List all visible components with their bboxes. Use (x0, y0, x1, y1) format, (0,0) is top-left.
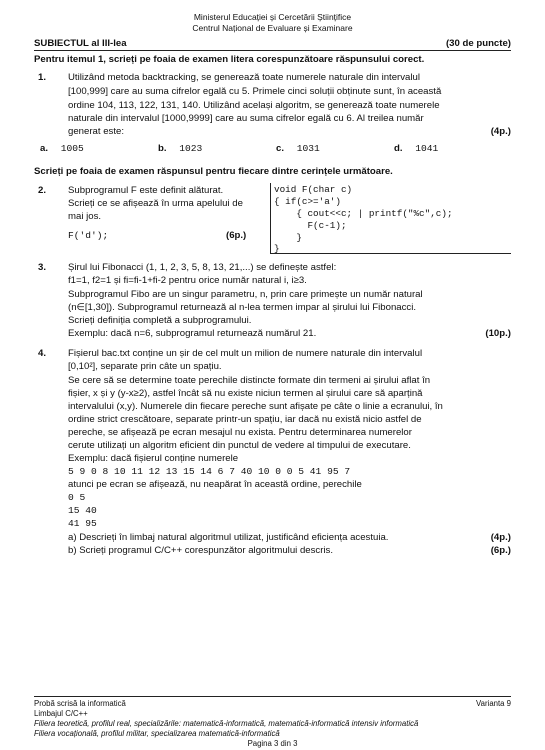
ministry-name: Ministerul Educației și Cercetării Științifice (193, 12, 352, 22)
q2-number: 2. (38, 185, 47, 196)
footer-variant: Varianta 9 (476, 699, 511, 708)
footer-language: Limbajul C/C++ (34, 709, 88, 718)
q4-pair-2: 15 40 (68, 505, 97, 516)
footer-divider (34, 696, 511, 697)
option-value: 1005 (60, 143, 84, 154)
q4-line-1: Fișierul bac.txt conține un șir de cel mult un milion de numere naturale din intervalul (68, 348, 423, 359)
option-letter: d. (394, 143, 403, 154)
q4-line-7: pereche, se afișează pe ecran mesajul nu exista. Pentru determinarea numerelor (68, 427, 412, 438)
q4-part-b: b) Scrieți programul C/C++ corespunzător algoritmului descris. (68, 545, 333, 556)
q4-line-3: Se cere să se determine toate perechile distincte formate din termeni ai șirului aflat în (68, 375, 431, 386)
q4-line-4: fișier, x și y (y-x≥2), astfel încât să nu existe niciun termen al șirului care să aparțină (68, 388, 423, 399)
q3-number: 3. (38, 262, 47, 273)
item-instruction: Scrieți pe foaia de examen răspunsul pentru fiecare dintre cerințele următoare. (34, 166, 393, 177)
q3-points: (10p.) (485, 328, 511, 339)
q1-line-5: generat este: (68, 126, 125, 137)
q1-line-2: [100,999] care au suma cifrelor egală cu 5. Primele cinci soluții obținute sunt, în această (68, 86, 442, 97)
option-value: 1023 (179, 143, 203, 154)
option-letter: a. (40, 143, 49, 154)
footer-page-number: Pagina 3 din 3 (247, 739, 298, 748)
q1-line-1: Utilizând metoda backtracking, se generează toate numerele naturale din intervalul (68, 72, 420, 83)
q4-line-6: ordine strict crescătoare, separate printr-un spațiu, iar dacă nu există nicio astfel de (68, 414, 422, 425)
q4-part-a-points: (4p.) (490, 532, 511, 543)
code-line-2: { if(c>='a') (274, 196, 341, 207)
option-value: 1041 (415, 143, 439, 154)
subject-points: (30 de puncte) (445, 38, 511, 49)
q1-option-a (40, 143, 84, 154)
q4-pair-3: 41 95 (68, 518, 97, 529)
q4-number: 4. (38, 348, 47, 359)
footer-profile-2: Filiera vocațională, profilul militar, specializarea matematică-informatică (34, 729, 280, 738)
q1-option-b (158, 143, 202, 154)
q4-line-8: cerute utilizați un algoritm eficient din punctul de vedere al timpului de executare. (68, 440, 411, 451)
q1-option-c (276, 143, 320, 154)
option-letter: c. (276, 143, 285, 154)
q4-part-a: a) Descrieți în limbaj natural algoritmul utilizat, justificând eficiența acestuia. (68, 532, 389, 543)
center-name: Centrul Național de Evaluare și Examinare (192, 23, 353, 33)
q3-line-2: f1=1, f2=1 și fi=fi-1+fi-2 pentru orice număr natural i, i≥3. (68, 275, 307, 286)
q2-line-2: Scrieți ce se afișează în urma apelului de (68, 198, 243, 209)
q4-sequence: 5 9 0 8 10 11 12 13 15 14 6 7 40 10 0 0 5 41 95 7 (68, 466, 351, 477)
option-value: 1031 (296, 143, 320, 154)
code-line-1: void F(char c) (274, 184, 353, 195)
option-letter: b. (158, 143, 167, 154)
item1-instruction: Pentru itemul 1, scrieți pe foaia de examen litera corespunzătoare răspunsului corect. (34, 54, 425, 65)
q3-line-3: Subprogramul Fibo are un singur parametru, n, prin care primește un număr natural (68, 289, 423, 300)
q4-line-2: [0,10²], separate prin câte un spațiu. (68, 361, 222, 372)
q1-line-3: ordine 104, 113, 122, 131, 140. Utilizând același algoritm, se generează toate numerele (68, 100, 440, 111)
q3-line-5: Scrieți definiția completă a subprogramului. (68, 315, 252, 326)
q1-line-4: naturale din intervalul [1000,9999] care au suma cifrelor egală cu 6. Al treilea număr (68, 113, 424, 124)
code-line-6: } (274, 243, 280, 254)
code-line-3: { cout<<c; | printf("%c",c); (274, 208, 453, 219)
q2-call: F('d'); (68, 230, 109, 241)
q1-points: (4p.) (490, 126, 511, 137)
q4-part-b-points: (6p.) (490, 545, 511, 556)
title-divider (34, 50, 511, 51)
footer-exam-name: Probă scrisă la informatică (34, 699, 126, 708)
q3-line-4: (n∈[1,30]). Subprogramul returnează al n-lea termen impar al șirului lui Fibonacci. (68, 302, 417, 313)
code-line-5: } (274, 232, 302, 243)
q2-points: (6p.) (226, 230, 247, 241)
q3-line-1: Șirul lui Fibonacci (1, 1, 2, 3, 5, 8, 13, 21,...) se definește astfel: (68, 262, 337, 273)
footer-profile-1: Filiera teoretică, profilul real, specializările: matematică-informatică, matematică-informatică intensiv informatică (34, 719, 419, 728)
q1-option-d (394, 143, 438, 154)
q2-line-1: Subprogramul F este definit alăturat. (68, 185, 224, 196)
q4-line-5: intervalului (x,y). Numerele din fiecare pereche sunt afișate pe câte o linie a ecranului, în (68, 401, 443, 412)
code-line-4: F(c-1); (274, 220, 347, 231)
q3-line-6: Exemplu: dacă n=6, subprogramul returnează numărul 21. (68, 328, 317, 339)
q4-output-intro: atunci pe ecran se afișează, nu neapărat în această ordine, perechile (68, 479, 362, 490)
q2-line-3: mai jos. (68, 211, 102, 222)
q4-line-9: Exemplu: dacă fișierul conține numerele (68, 453, 239, 464)
q4-pair-1: 0 5 (68, 492, 86, 503)
subject-title: SUBIECTUL al III-lea (34, 38, 127, 49)
q1-number: 1. (38, 72, 47, 83)
